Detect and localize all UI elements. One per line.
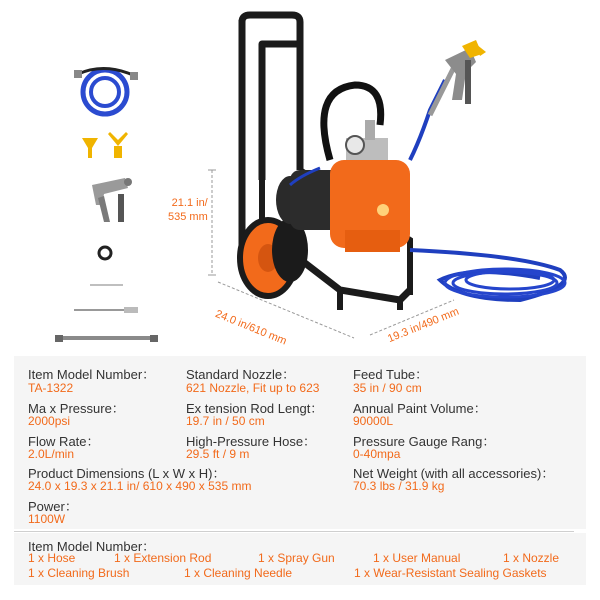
spec-value: 35 in / 90 cm [353,381,422,395]
included-item: 1 x Wear-Resistant Sealing Gaskets [354,566,547,580]
spec-value: 24.0 x 19.3 x 21.1 in/ 610 x 490 x 535 mm [28,479,252,493]
spec-label: Net Weight (with all accessories)： [353,466,555,481]
gasket-icon [99,247,111,259]
included-item: 1 x Extension Rod [114,551,212,565]
spec-value: 2.0L/min [28,447,75,461]
width-dimension-label: 19.3 in/490 mm [386,305,461,346]
included-items-panel [14,533,586,585]
spec-value: 2000psi [28,414,71,428]
spec-label: Standard Nozzle： [186,367,296,382]
included-item: 1 x Hose [28,551,76,565]
included-item: 1 x Nozzle [503,551,560,565]
height-dimension-label: 21.1 in/ 535 mm [168,197,208,223]
spec-label: Item Model Number： [28,367,156,382]
spec-value: 29.5 ft / 9 m [186,447,250,461]
included-item: 1 x User Manual [373,551,461,565]
specifications-panel [14,356,586,529]
included-item: 1 x Spray Gun [258,551,335,565]
height-dimension-line [208,170,216,275]
hose-icon [74,68,138,114]
spec-value: 621 Nozzle, Fit up to 623 [186,381,320,395]
spec-label: Annual Paint Volume： [353,401,487,416]
spec-label: Power： [28,499,78,514]
included-item: 1 x Cleaning Needle [184,566,293,580]
spray-gun-icon [92,178,132,222]
included-items-title: Item Model Number： [28,539,156,554]
spec-label: Flow Rate： [28,434,100,449]
spec-value: 90000L [353,414,394,428]
spec-label: Feed Tube： [353,367,429,382]
paint-sprayer-image [240,15,565,310]
nozzle-icon [82,132,128,158]
included-item: 1 x Cleaning Brush [28,566,130,580]
extension-rod-icon [55,335,158,342]
spec-label: Pressure Gauge Rang： [353,434,496,449]
divider [14,531,574,532]
cleaning-brush-icon [74,307,138,313]
spec-label: Ex tension Rod Lengt： [186,401,324,416]
spec-value: 19.7 in / 50 cm [186,414,265,428]
spec-label: High-Pressure Hose： [186,434,317,449]
length-dimension-label: 24.0 in/610 mm [213,308,289,348]
spec-label: Product Dimensions (L x W x H)： [28,466,226,481]
spec-value: 0-40mpa [353,447,401,461]
spec-value: 70.3 lbs / 31.9 kg [353,479,445,493]
spec-value: TA-1322 [28,381,74,395]
spec-value: 1100W [28,512,66,526]
spec-label: Ma x Pressure： [28,401,125,416]
